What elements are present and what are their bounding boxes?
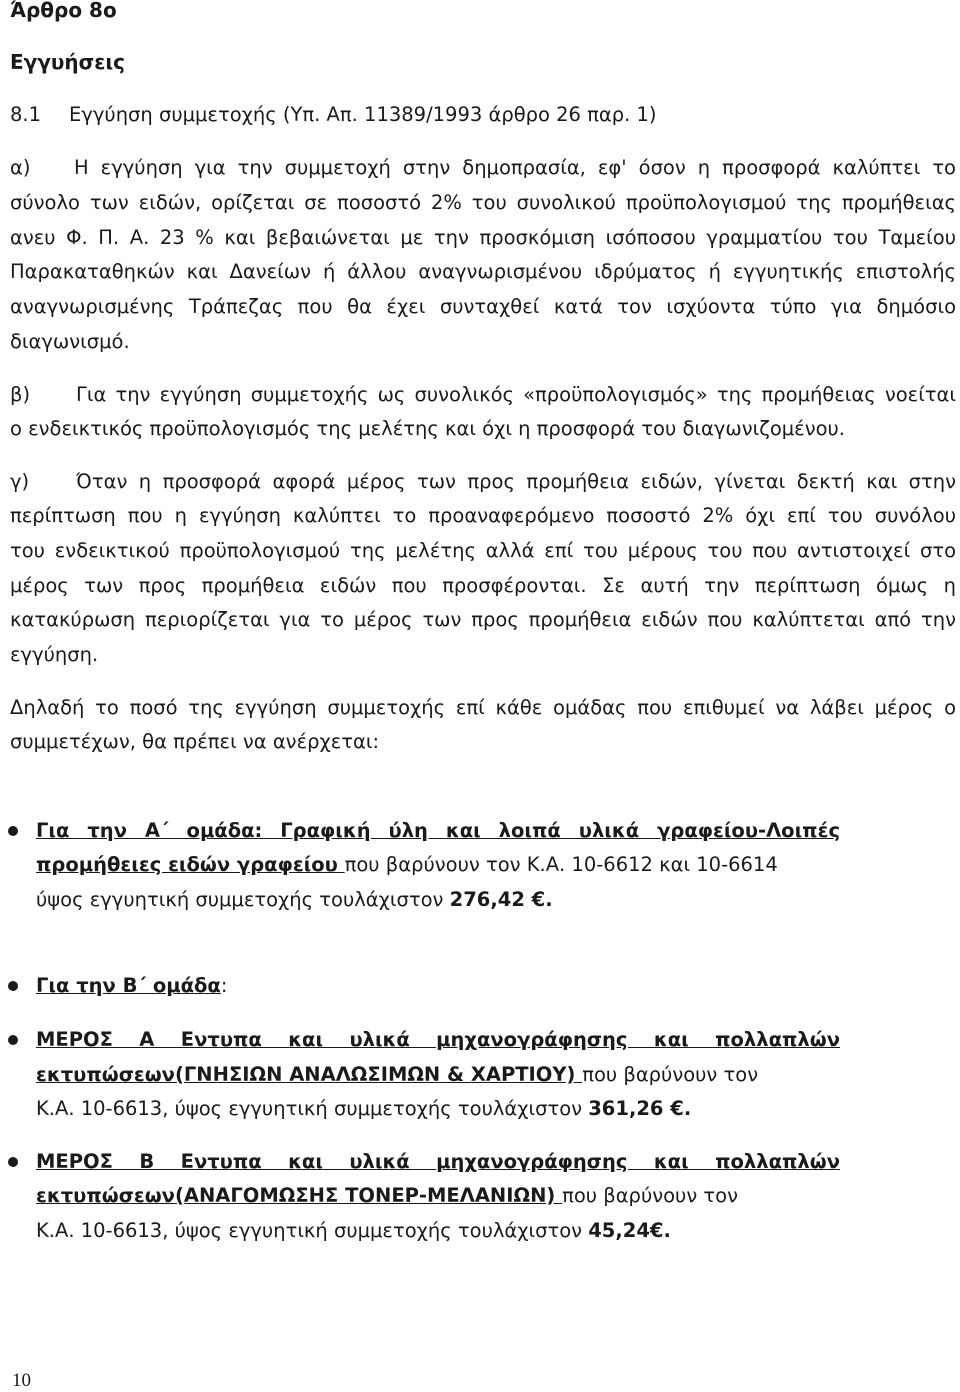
part-b-line-1: ΜΕΡΟΣ Β Εντυπα και υλικά μηχανογράφησης και πολλαπλών — [36, 1150, 840, 1173]
para-a-line-5: αναγνωρισμένης Τράπεζας που θα έχει συνταχθεί κατά τον ισχύοντα τύπο για δημόσιο — [10, 295, 956, 318]
para-a-line-6: διαγωνισμό. — [10, 330, 130, 353]
group-a-heading-line-1: Για την Α΄ ομάδα: Γραφική ύλη και λοιπά υλικά γραφείου-Λοιπές — [36, 819, 840, 842]
para-b-line-2: ο ενδεικτικός προϋπολογισμός της μελέτης και όχι η προσφορά του διαγωνιζομένου. — [10, 417, 845, 440]
page-number: 10 — [12, 1370, 31, 1391]
para-c-line-6: εγγύηση. — [10, 643, 99, 666]
subsection-number: 8.1 — [10, 103, 42, 126]
para-c-line-1: γ) Όταν η προσφορά αφορά μέρος των προς προμήθεια ειδών, γίνεται δεκτή και στην — [10, 468, 956, 496]
para-d-line-1: Δηλαδή το ποσό της εγγύηση συμμετοχής επί κάθε ομάδας που επιθυμεί να λάβει μέρος ο — [10, 696, 956, 719]
part-a-line-1: ΜΕΡΟΣ Α Εντυπα και υλικά μηχανογράφησης και πολλαπλών — [36, 1028, 840, 1051]
bullet-part-b — [8, 1157, 18, 1167]
group-a-line-3: ύψος εγγυητική συμμετοχής τουλάχιστον 276,42 €. — [36, 888, 553, 911]
part-b-line-2: εκτυπώσεων(ΑΝΑΓΟΜΩΣΗΣ ΤΟΝΕΡ-ΜΕΛΑΝΙΩΝ) που βαρύνουν τον — [36, 1184, 738, 1207]
part-b-amount: 45,24€. — [588, 1219, 671, 1242]
bullet-part-a — [8, 1035, 18, 1045]
para-c-label: γ) — [10, 470, 30, 493]
para-a-label: α) — [10, 156, 31, 179]
group-b-heading: Για την Β΄ ομάδα — [36, 974, 221, 997]
subsection-text: Εγγύηση συμμετοχής (Υπ. Απ. 11389/1993 άρθρο 26 παρ. 1) — [69, 103, 657, 126]
part-a-line-3: Κ.Α. 10-6613, ύψος εγγυητική συμμετοχής τουλάχιστον 361,26 €. — [36, 1097, 692, 1120]
para-b-line-1: β) Για την εγγύηση συμμετοχής ως συνολικός «προϋπολογισμός» της προμήθειας νοείται — [10, 381, 956, 409]
group-a-amount: 276,42 €. — [449, 888, 553, 911]
para-a-line-4: Παρακαταθηκών και Δανείων ή άλλου αναγνωρισμένου ιδρύματος ή εγγυητικής επιστολής — [10, 260, 956, 283]
group-a-heading-line-2: προμήθειες ειδών γραφείου — [36, 853, 345, 876]
bullet-group-a — [8, 826, 18, 836]
group-b-heading-line: Για την Β΄ ομάδα: — [36, 974, 228, 997]
section-title: Εγγυήσεις — [10, 50, 126, 74]
para-c-line-5: κατακύρωση περιορίζεται για το μέρος των προς προμήθεια ειδών που καλύπτεται από την — [10, 608, 956, 631]
para-d-line-2: συμμετέχων, θα πρέπει να ανέρχεται: — [10, 730, 380, 753]
para-b-label: β) — [10, 383, 31, 406]
part-b-line-3: Κ.Α. 10-6613, ύψος εγγυητική συμμετοχής τουλάχιστον 45,24€. — [36, 1219, 671, 1242]
bullet-group-b — [8, 981, 18, 991]
part-a-amount: 361,26 €. — [588, 1097, 692, 1120]
para-a-line-2: σύνολο των ειδών, ορίζεται σε ποσοστό 2% του συνολικού προϋπολογισμού της προμήθειας — [10, 191, 956, 214]
article-title: Άρθρο 8ο — [10, 0, 117, 22]
para-c-line-4: μέρος των προς προμήθεια ειδών που προσφέρονται. Σε αυτή την περίπτωση όμως η — [10, 574, 956, 597]
para-c-line-3: του ενδεικτικού προϋπολογισμού της μελέτης αλλά επί του μέρους του που αντιστοιχεί στο — [10, 539, 956, 562]
para-a-line-1: α) Η εγγύηση για την συμμετοχή στην δημοπρασία, εφ' όσον η προσφορά καλύπτει το — [10, 154, 956, 182]
part-a-line-2: εκτυπώσεων(ΓΝΗΣΙΩΝ ΑΝΑΛΩΣΙΜΩΝ & ΧΑΡΤΙΟΥ) που βαρύνουν τον — [36, 1063, 759, 1086]
para-c-line-2: περίπτωση που η εγγύηση καλύπτει το προαναφερόμενο ποσοστό 2% όχι επί του συνόλου — [10, 504, 956, 527]
subsection-heading — [10, 101, 657, 129]
para-a-line-3: ανευ Φ. Π. Α. 23 % και βεβαιώνεται με την προσκόμιση ισόποσου γραμματίου του Ταμείου — [10, 226, 956, 249]
group-a-line-2: προμήθειες ειδών γραφείου που βαρύνουν τον Κ.Α. 10-6612 και 10-6614 — [36, 853, 778, 876]
